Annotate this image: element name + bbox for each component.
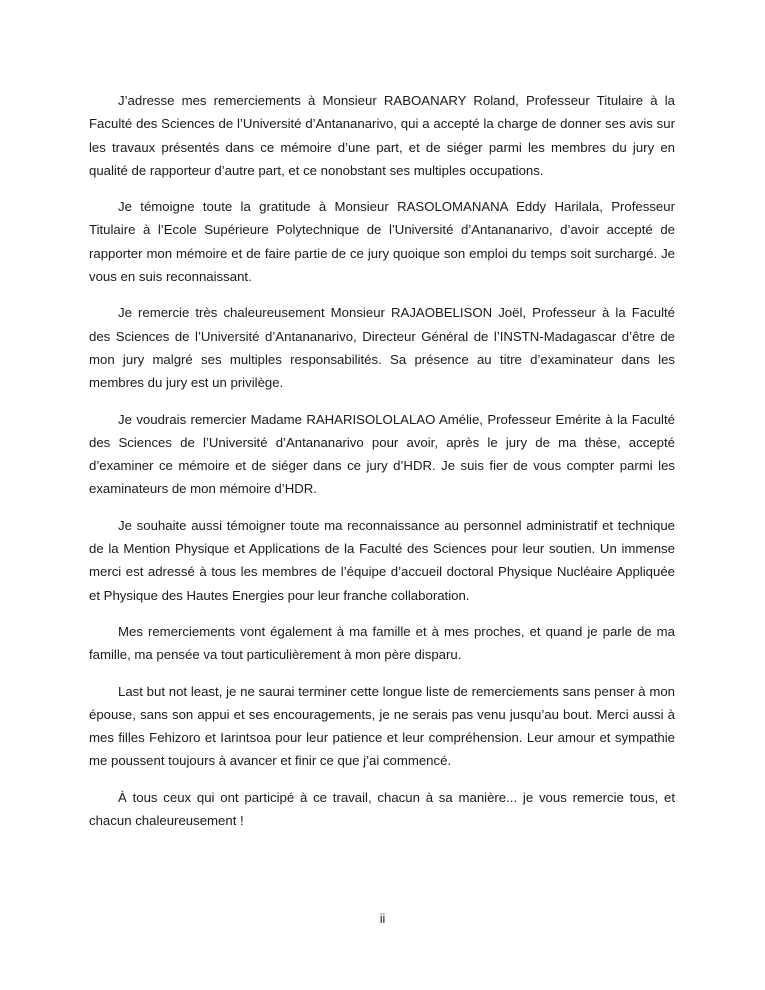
- paragraph-staff: Je souhaite aussi témoigner toute ma reconnaissance au personnel administratif et technique de la Mention Physique et Applications de la Faculté des Sciences pour leur soutien. Un immense merci est adressé à tous les membres de l’équipe d’accueil doctoral Physique Nucléaire Appliquée et Physique des Hautes Energies pour leur franche collaboration.: [89, 517, 675, 603]
- paragraph-rajaobelison: Je remercie très chaleureusement Monsieur RAJAOBELISON Joël, Professeur à la Faculté des Sciences de l’Université d’Antananarivo, Directeur Général de l’INSTN-Madagascar d’être de mon jury malgré ses multiples responsabilités. Sa présence au titre d’examinateur dans les membres du jury est un privilège.: [89, 305, 675, 391]
- paragraph-raboanary: J’adresse mes remerciements à Monsieur RABOANARY Roland, Professeur Titulaire à la Faculté des Sciences de l’Université d’Antananarivo, qui a accepté la charge de donner ses avis sur les travaux présentés dans ce mémoire d’une part, et de siéger parmi les membres du jury en qualité de rapporteur d’autre part, et ce nonobstant ses multiples occupations.: [89, 93, 675, 178]
- acknowledgements-body: [89, 89, 675, 845]
- paragraph-family: Mes remerciements vont également à ma famille et à mes proches, et quand je parle de ma famille, ma pensée va tout particulièrement à mon père disparu.: [89, 623, 675, 663]
- paragraph-spouse-daughters: Last but not least, je ne saurai terminer cette longue liste de remerciements sans penser à mon épouse, sans son appui et ses encouragements, je ne serais pas venu jusqu’au bout. Merci aussi à mes filles Fehizoro et Iarintsoa pour leur patience et leur compréhension. Leur amour et sympathie me poussent toujours à avancer et finir ce que j’ai commencé.: [89, 683, 675, 769]
- paragraph-closing: À tous ceux qui ont participé à ce travail, chacun à sa manière... je vous remercie tous, et chacun chaleureusement !: [89, 789, 675, 829]
- page-number: ii: [379, 912, 386, 926]
- paragraph-raharisololalao: Je voudrais remercier Madame RAHARISOLOLALAO Amélie, Professeur Emérite à la Faculté des Sciences de l’Université d’Antananarivo pour avoir, après le jury de ma thèse, accepté d’examiner ce mémoire et de siéger dans ce jury d’HDR. Je suis fier de vous compter parmi les examinateurs de mon mémoire d’HDR.: [89, 411, 675, 497]
- paragraph-rasolomanana: Je témoigne toute la gratitude à Monsieur RASOLOMANANA Eddy Harilala, Professeur Titulaire à l’Ecole Supérieure Polytechnique de l’Université d’Antananarivo, d’avoir accepté de rapporter mon mémoire et de faire partie de ce jury quoique son emploi du temps soit surchargé. Je vous en suis reconnaissant.: [89, 199, 675, 285]
